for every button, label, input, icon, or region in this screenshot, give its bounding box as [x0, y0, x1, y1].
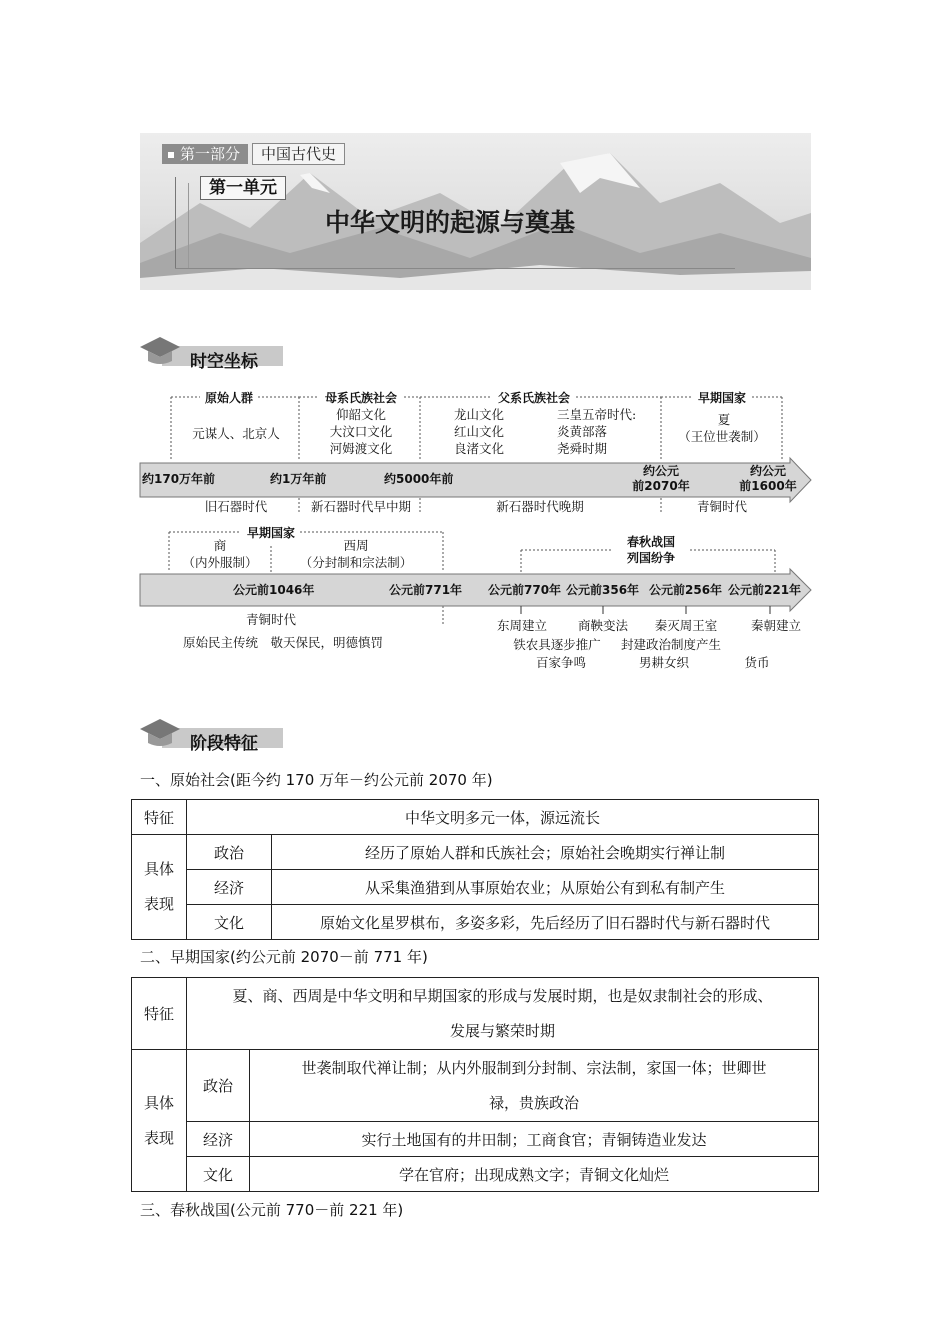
political-thought: 原始民主传统 敬天保民，明德慎罚 — [183, 635, 384, 650]
detail-label: 具体 表现 — [132, 835, 187, 940]
detail-label: 具体 表现 — [132, 1050, 187, 1192]
period-spring-autumn: 春秋战国 — [626, 535, 676, 549]
date-2070-line1: 约公元 — [642, 464, 680, 478]
date-1600-line2: 前1600年 — [739, 479, 797, 493]
period-early-state-2: 早期国家 — [246, 526, 296, 540]
row-value: 学在官府；出现成熟文字；青铜文化灿烂 — [250, 1157, 819, 1192]
group-primitive-examples: 元谋人、北京人 — [192, 426, 280, 441]
row-key: 政治 — [187, 1050, 250, 1122]
date-356: 公元前356年 — [566, 583, 640, 597]
western-zhou-system: （分封制和宗法制） — [299, 555, 413, 570]
event-qin-founded: 秦朝建立 — [750, 618, 802, 633]
event-qin-ends-zhou: 秦灭周王室 — [654, 618, 718, 633]
unit-label: 第一单元 — [200, 176, 286, 200]
date-170wan: 约170万年前 — [142, 472, 216, 486]
yanhuang-tribes: 炎黄部落 — [557, 424, 608, 439]
event-currency: 货币 — [744, 655, 770, 670]
date-256: 公元前256年 — [649, 583, 723, 597]
shang-dynasty: 商 — [213, 538, 227, 553]
era-bronze-1: 青铜时代 — [696, 499, 748, 514]
event-shang-yang-reform: 商鞅变法 — [577, 618, 629, 633]
row-value: 从采集渔猎到从事原始农业；从原始公有到私有制产生 — [272, 870, 819, 905]
culture-longshan: 龙山文化 — [453, 407, 505, 422]
yao-shun-period: 尧舜时期 — [557, 441, 608, 456]
row-value: 实行土地国有的井田制；工商食官；青铜铸造业发达 — [250, 1122, 819, 1157]
xia-hereditary-system: （王位世袭制） — [678, 429, 766, 444]
era-neolithic-late: 新石器时代晚期 — [496, 499, 584, 514]
stage1-heading: 一、原始社会(距今约 170 万年－约公元前 2070 年) — [140, 771, 493, 789]
stage3-heading: 三、春秋战国(公元前 770－前 221 年) — [140, 1201, 404, 1219]
date-221: 公元前221年 — [728, 583, 802, 597]
feature-label: 特征 — [132, 978, 187, 1050]
period-matriarchal: 母系氏族社会 — [324, 391, 398, 405]
graduation-cap-icon — [140, 717, 180, 749]
row-key: 文化 — [187, 1157, 250, 1192]
event-eastern-zhou: 东周建立 — [496, 618, 548, 633]
period-early-state: 早期国家 — [697, 391, 747, 405]
section-heading-stage-features — [140, 717, 283, 754]
stage2-table — [131, 977, 819, 1192]
row-key: 文化 — [187, 905, 272, 940]
section-title: 时空坐标 — [190, 352, 258, 372]
era-neolithic-early: 新石器时代早中期 — [310, 499, 412, 514]
row-value: 经历了原始人群和氏族社会；原始社会晚期实行禅让制 — [272, 835, 819, 870]
unit-title: 中华文明的起源与奠基 — [325, 208, 576, 237]
era-bronze-2: 青铜时代 — [245, 612, 297, 627]
row-key: 政治 — [187, 835, 272, 870]
event-iron-tools: 铁农具逐步推广 — [513, 637, 601, 652]
feature-text: 中华文明多元一体，源远流长 — [187, 800, 819, 835]
culture-liangzhu: 良渚文化 — [453, 441, 505, 456]
date-2070-line2: 前2070年 — [632, 479, 690, 493]
event-hundred-schools: 百家争鸣 — [535, 655, 587, 670]
date-5000: 约5000年前 — [384, 472, 454, 486]
shang-system: （内外服制） — [182, 555, 258, 570]
event-feudal-system: 封建政治制度产生 — [620, 637, 722, 652]
date-770: 公元前770年 — [488, 583, 562, 597]
section-title: 阶段特征 — [190, 734, 258, 754]
part-number: 第一部分 — [180, 145, 241, 163]
date-1wan: 约1万年前 — [270, 472, 327, 486]
row-value: 世袭制取代禅让制；从内外服制到分封制、宗法制，家国一体；世卿世 禄，贵族政治 — [250, 1050, 819, 1122]
event-farming-weaving: 男耕女织 — [638, 655, 690, 670]
culture-hongshan: 红山文化 — [453, 424, 505, 439]
stage1-table — [131, 799, 819, 940]
row-value: 原始文化星罗棋布，多姿多彩，先后经历了旧石器时代与新石器时代 — [272, 905, 819, 940]
culture-dawenkou: 大汶口文化 — [329, 424, 393, 439]
period-warring: 列国纷争 — [626, 551, 676, 565]
row-key: 经济 — [187, 870, 272, 905]
xia-dynasty: 夏 — [717, 412, 731, 427]
western-zhou: 西周 — [343, 538, 369, 553]
stage2-heading: 二、早期国家(约公元前 2070－前 771 年) — [140, 948, 428, 966]
era-paleolithic: 旧石器时代 — [204, 499, 268, 514]
date-771: 公元前771年 — [389, 583, 463, 597]
feature-label: 特征 — [132, 800, 187, 835]
period-primitive-groups: 原始人群 — [204, 391, 254, 405]
row-key: 经济 — [187, 1122, 250, 1157]
date-1600-line1: 约公元 — [749, 464, 787, 478]
culture-hemudu: 河姆渡文化 — [329, 441, 393, 456]
part-name: 中国古代史 — [252, 143, 345, 165]
feature-text: 夏、商、西周是中华文明和早期国家的形成与发展时期，也是奴隶制社会的形成、 发展与繁荣时期 — [187, 978, 819, 1050]
era-three-sovereigns: 三皇五帝时代: — [557, 407, 637, 422]
culture-yangshao: 仰韶文化 — [335, 407, 387, 422]
date-1046: 公元前1046年 — [233, 583, 315, 597]
period-patriarchal: 父系氏族社会 — [497, 391, 571, 405]
